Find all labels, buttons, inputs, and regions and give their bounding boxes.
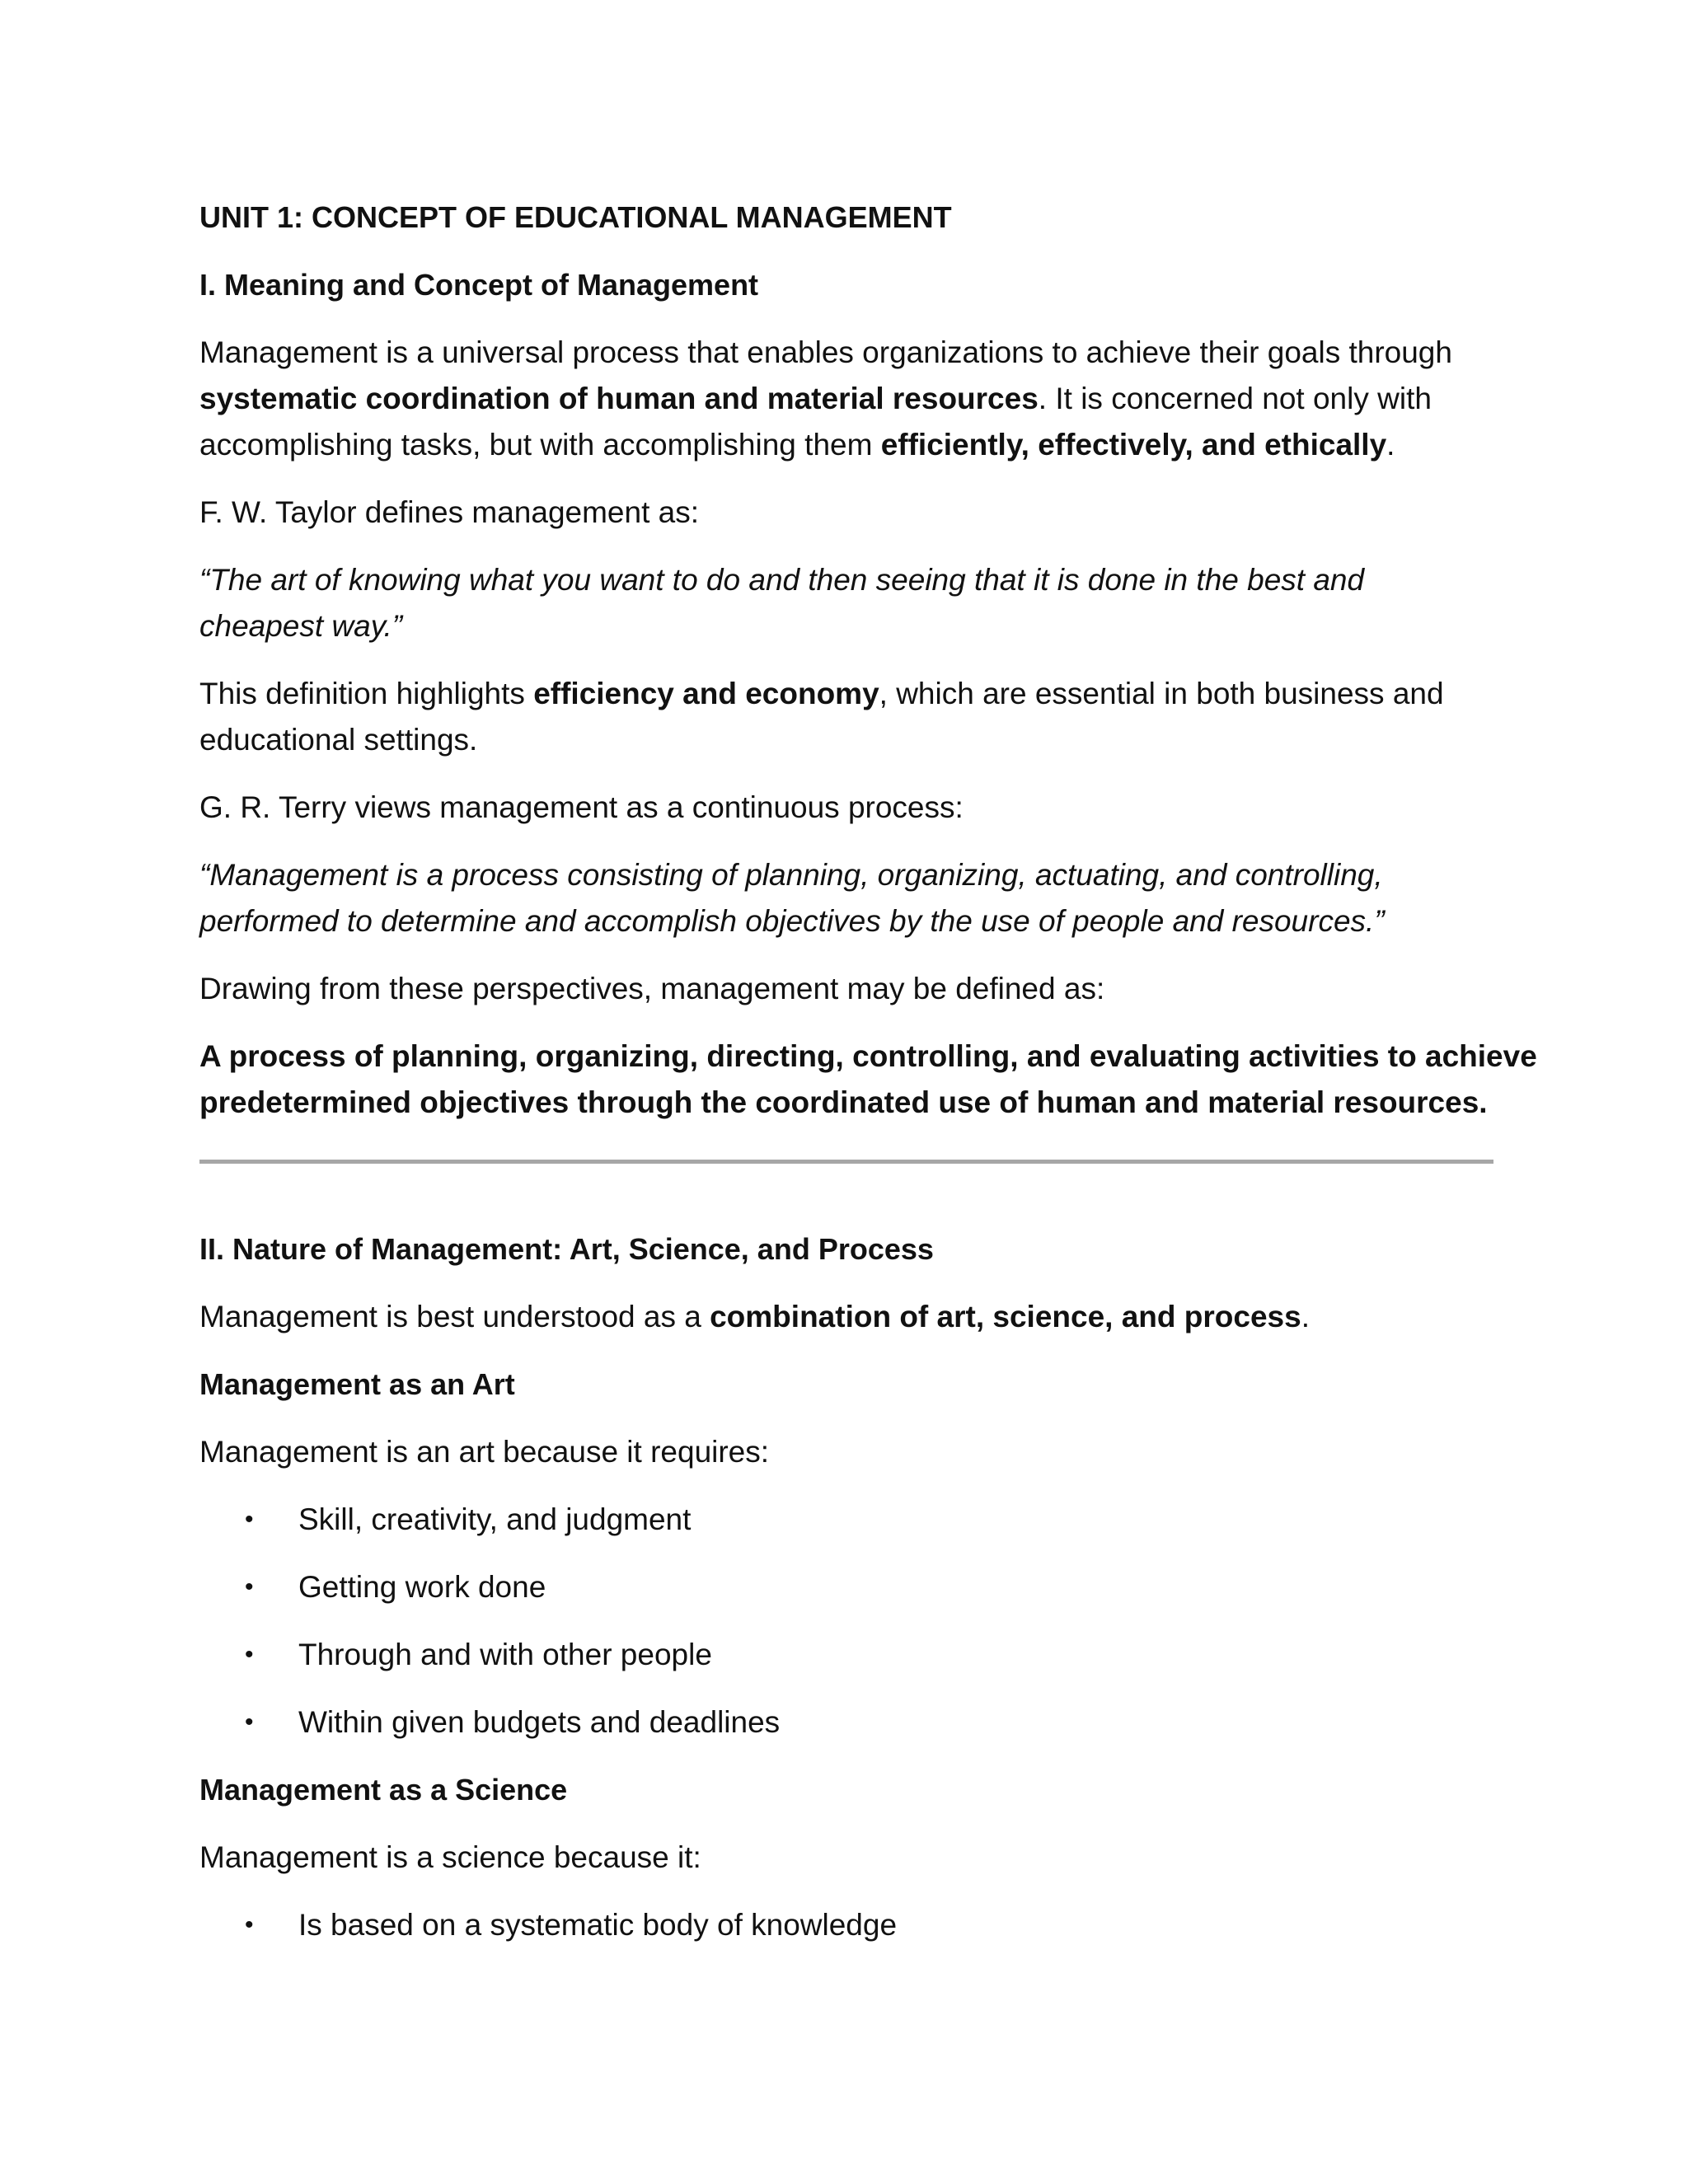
taylor-intro: F. W. Taylor defines management as:	[199, 495, 700, 529]
section2-intro: Management is best understood as a combination of art, science, and process.	[199, 1300, 1310, 1333]
bullet-icon: •	[245, 1506, 254, 1533]
bullet-icon: •	[245, 1641, 254, 1668]
para1-line1: Management is a universal process that enables organizations to achieve their goals through	[199, 335, 1452, 369]
section1-heading: I. Meaning and Concept of Management	[199, 268, 759, 302]
para1-line3: accomplishing tasks, but with accomplishing them efficiently, effectively, and ethically.	[199, 428, 1395, 462]
para1-line2: systematic coordination of human and material resources. It is concerned not only with	[199, 382, 1432, 415]
taylor-quote-line2: cheapest way.”	[199, 609, 403, 643]
bullet-icon: •	[245, 1708, 254, 1736]
taylor-quote-line1: “The art of knowing what you want to do and then seeing that it is done in the best and	[199, 563, 1365, 597]
art-intro: Management is an art because it requires:	[199, 1435, 770, 1469]
unit-title: UNIT 1: CONCEPT OF EDUCATIONAL MANAGEMENT	[199, 200, 952, 234]
para2-line2: educational settings.	[199, 723, 478, 757]
bullet-icon: •	[245, 1911, 254, 1938]
definition-line2: predetermined objectives through the coordinated use of human and material resources.	[199, 1085, 1488, 1119]
science-intro: Management is a science because it:	[199, 1840, 701, 1874]
art-bullet: • Getting work done	[199, 1564, 1493, 1610]
art-bullet: • Within given budgets and deadlines	[199, 1699, 1493, 1746]
para2-line1: This definition highlights efficiency and economy, which are essential in both business and	[199, 677, 1444, 710]
terry-quote-line1: “Management is a process consisting of planning, organizing, actuating, and controlling,	[199, 858, 1383, 892]
section2-heading: II. Nature of Management: Art, Science, and Process	[199, 1232, 934, 1266]
art-bullet: • Skill, creativity, and judgment	[199, 1497, 1493, 1543]
science-heading: Management as a Science	[199, 1773, 568, 1807]
science-bullet: • Is based on a systematic body of knowledge	[199, 1902, 1493, 1948]
terry-quote-line2: performed to determine and accomplish objectives by the use of people and resources.”	[199, 904, 1385, 938]
definition-line1: A process of planning, organizing, directing, controlling, and evaluating activities to achieve	[199, 1039, 1537, 1073]
drawing-intro: Drawing from these perspectives, management may be defined as:	[199, 972, 1105, 1005]
art-bullet: • Through and with other people	[199, 1632, 1493, 1678]
art-heading: Management as an Art	[199, 1367, 515, 1401]
bullet-icon: •	[245, 1573, 254, 1601]
horizontal-rule	[199, 1160, 1493, 1164]
terry-intro: G. R. Terry views management as a continuous process:	[199, 790, 964, 824]
